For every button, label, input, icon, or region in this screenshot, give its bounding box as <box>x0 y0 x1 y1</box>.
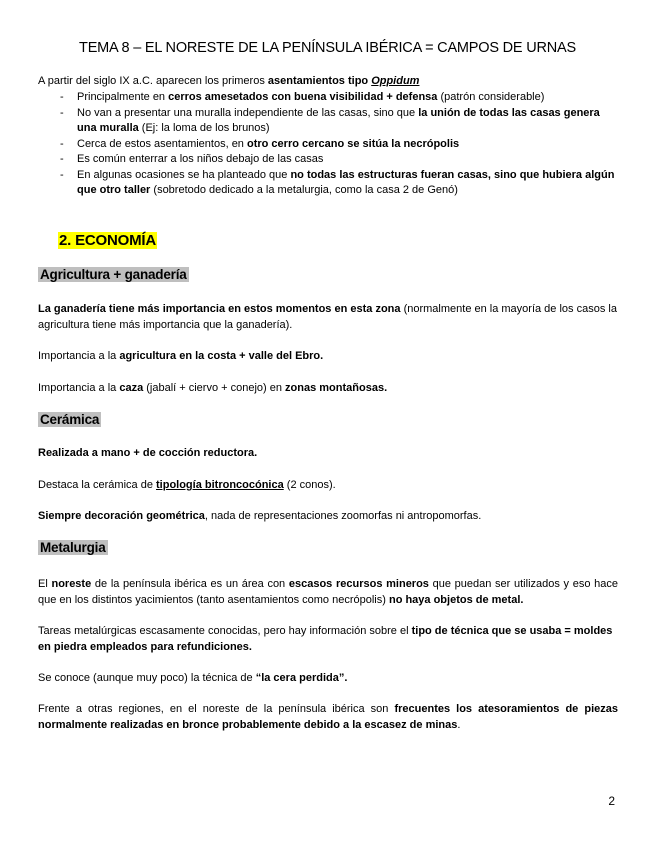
list-item <box>38 90 618 106</box>
metal-text: Se conoce (aunque muy poco) la técnica de <box>38 672 256 684</box>
list-item-bold: otro cerro cercano se sitúa la necrópolis <box>246 137 460 150</box>
intro-paragraph <box>38 74 618 90</box>
agri-paragraph-3 <box>38 381 618 397</box>
ceramica-paragraph-1 <box>38 446 618 462</box>
subheading-agricultura: Agricultura + ganadería <box>40 267 187 282</box>
section-heading-economia: 2. ECONOMÍA <box>59 232 156 249</box>
agri-text: (normalmente en la mayoría de los casos la agricultura tiene más importancia que la ganadería). <box>38 303 617 331</box>
metal-text: Frente a otras regiones, en el noreste de la península ibérica son <box>38 703 395 715</box>
metal-paragraph-2 <box>38 624 618 655</box>
list-item-text: (Ej: la loma de los brunos) <box>138 122 270 134</box>
metal-paragraph-4 <box>38 702 618 733</box>
ceramica-bold: Realizada a mano + de cocción reductora. <box>38 447 258 459</box>
agri-paragraph-2 <box>38 349 618 365</box>
list-item-text: Es común enterrar a los niños debajo de las casas <box>77 153 324 165</box>
metal-paragraph-1 <box>38 577 618 608</box>
list-item-bold: la unión de todas las casas genera una muralla <box>77 106 600 134</box>
agri-bold: caza <box>119 382 144 394</box>
agri-bold: La ganadería tiene más importancia en estos momentos en esta zona <box>38 303 401 315</box>
intro-bold: asentamientos tipo <box>267 75 372 87</box>
page-title: TEMA 8 – EL NORESTE DE LA PENÍNSULA IBÉRICA = CAMPOS DE URNAS <box>79 40 576 56</box>
settlement-list <box>38 90 618 199</box>
metal-text: que puedan ser utilizados y eso hace que en los distintos yacimientos (tanto asentamientos como necrópolis) <box>38 578 618 606</box>
ceramica-paragraph-3 <box>38 509 618 525</box>
metal-bold: “la cera perdida”. <box>255 672 348 684</box>
metal-bold: tipo de técnica que se usaba = moldes en piedra empleados para refundiciones. <box>38 625 613 653</box>
agri-text: (jabalí + ciervo + conejo) en <box>143 382 286 394</box>
ceramica-paragraph-2 <box>38 478 618 494</box>
ceramica-bold: Siempre decoración geométrica <box>38 510 205 522</box>
agri-text: Importancia a la <box>38 382 120 394</box>
metal-text: Tareas metalúrgicas escasamente conocidas, pero hay información sobre el <box>38 625 412 637</box>
list-item <box>38 106 618 137</box>
metal-bold: noreste <box>51 578 92 590</box>
subheading-metalurgia: Metalurgia <box>40 540 106 555</box>
list-item-text: Cerca de estos asentamientos, en <box>77 137 247 150</box>
ceramica-text: (2 conos). <box>283 479 336 491</box>
list-item <box>38 152 618 168</box>
agri-bold: agricultura en la costa + valle del Ebro. <box>119 350 324 362</box>
ceramica-text: Destaca la cerámica de <box>38 479 156 491</box>
intro-text: A partir del siglo IX a.C. aparecen los primeros <box>38 75 268 87</box>
metal-bold: no haya objetos de metal. <box>388 593 524 606</box>
list-item-bold: cerros amesetados con buena visibilidad + defensa <box>168 91 438 103</box>
list-item-text: No van a presentar una muralla independiente de las casas, sino que <box>77 106 419 119</box>
metal-text: . <box>457 718 461 731</box>
list-item-text: Principalmente en <box>77 91 169 103</box>
agri-text: Importancia a la <box>38 350 120 362</box>
agri-paragraph-1 <box>38 302 618 333</box>
list-item-text: (sobretodo dedicado a la metalurgia, como la casa 2 de Genó) <box>150 184 458 196</box>
subheading-ceramica: Cerámica <box>40 412 100 427</box>
agri-bold: zonas montañosas. <box>285 382 388 394</box>
list-item-text: En algunas ocasiones se ha planteado que <box>77 168 291 181</box>
metal-text: de la península ibérica es un área con <box>91 578 289 590</box>
intro-oppidum: Oppidum <box>371 75 420 87</box>
list-item <box>38 137 618 153</box>
list-item <box>38 168 618 199</box>
metal-paragraph-3 <box>38 671 618 687</box>
ceramica-bold-underline: tipología bitroncocónica <box>156 479 284 491</box>
list-item-bold: no todas las estructuras fueran casas, sino que hubiera algún que otro taller <box>77 168 615 196</box>
list-item-text: (patrón considerable) <box>437 91 545 103</box>
ceramica-text: , nada de representaciones zoomorfas ni antropomorfas. <box>204 510 482 522</box>
metal-text: El <box>38 578 52 590</box>
metal-bold: escasos recursos mineros <box>288 578 429 590</box>
metal-bold: frecuentes los atesoramientos de piezas normalmente realizadas en bronce probablemente debido a la escasez de minas <box>38 703 618 731</box>
page-number: 2 <box>608 794 615 808</box>
